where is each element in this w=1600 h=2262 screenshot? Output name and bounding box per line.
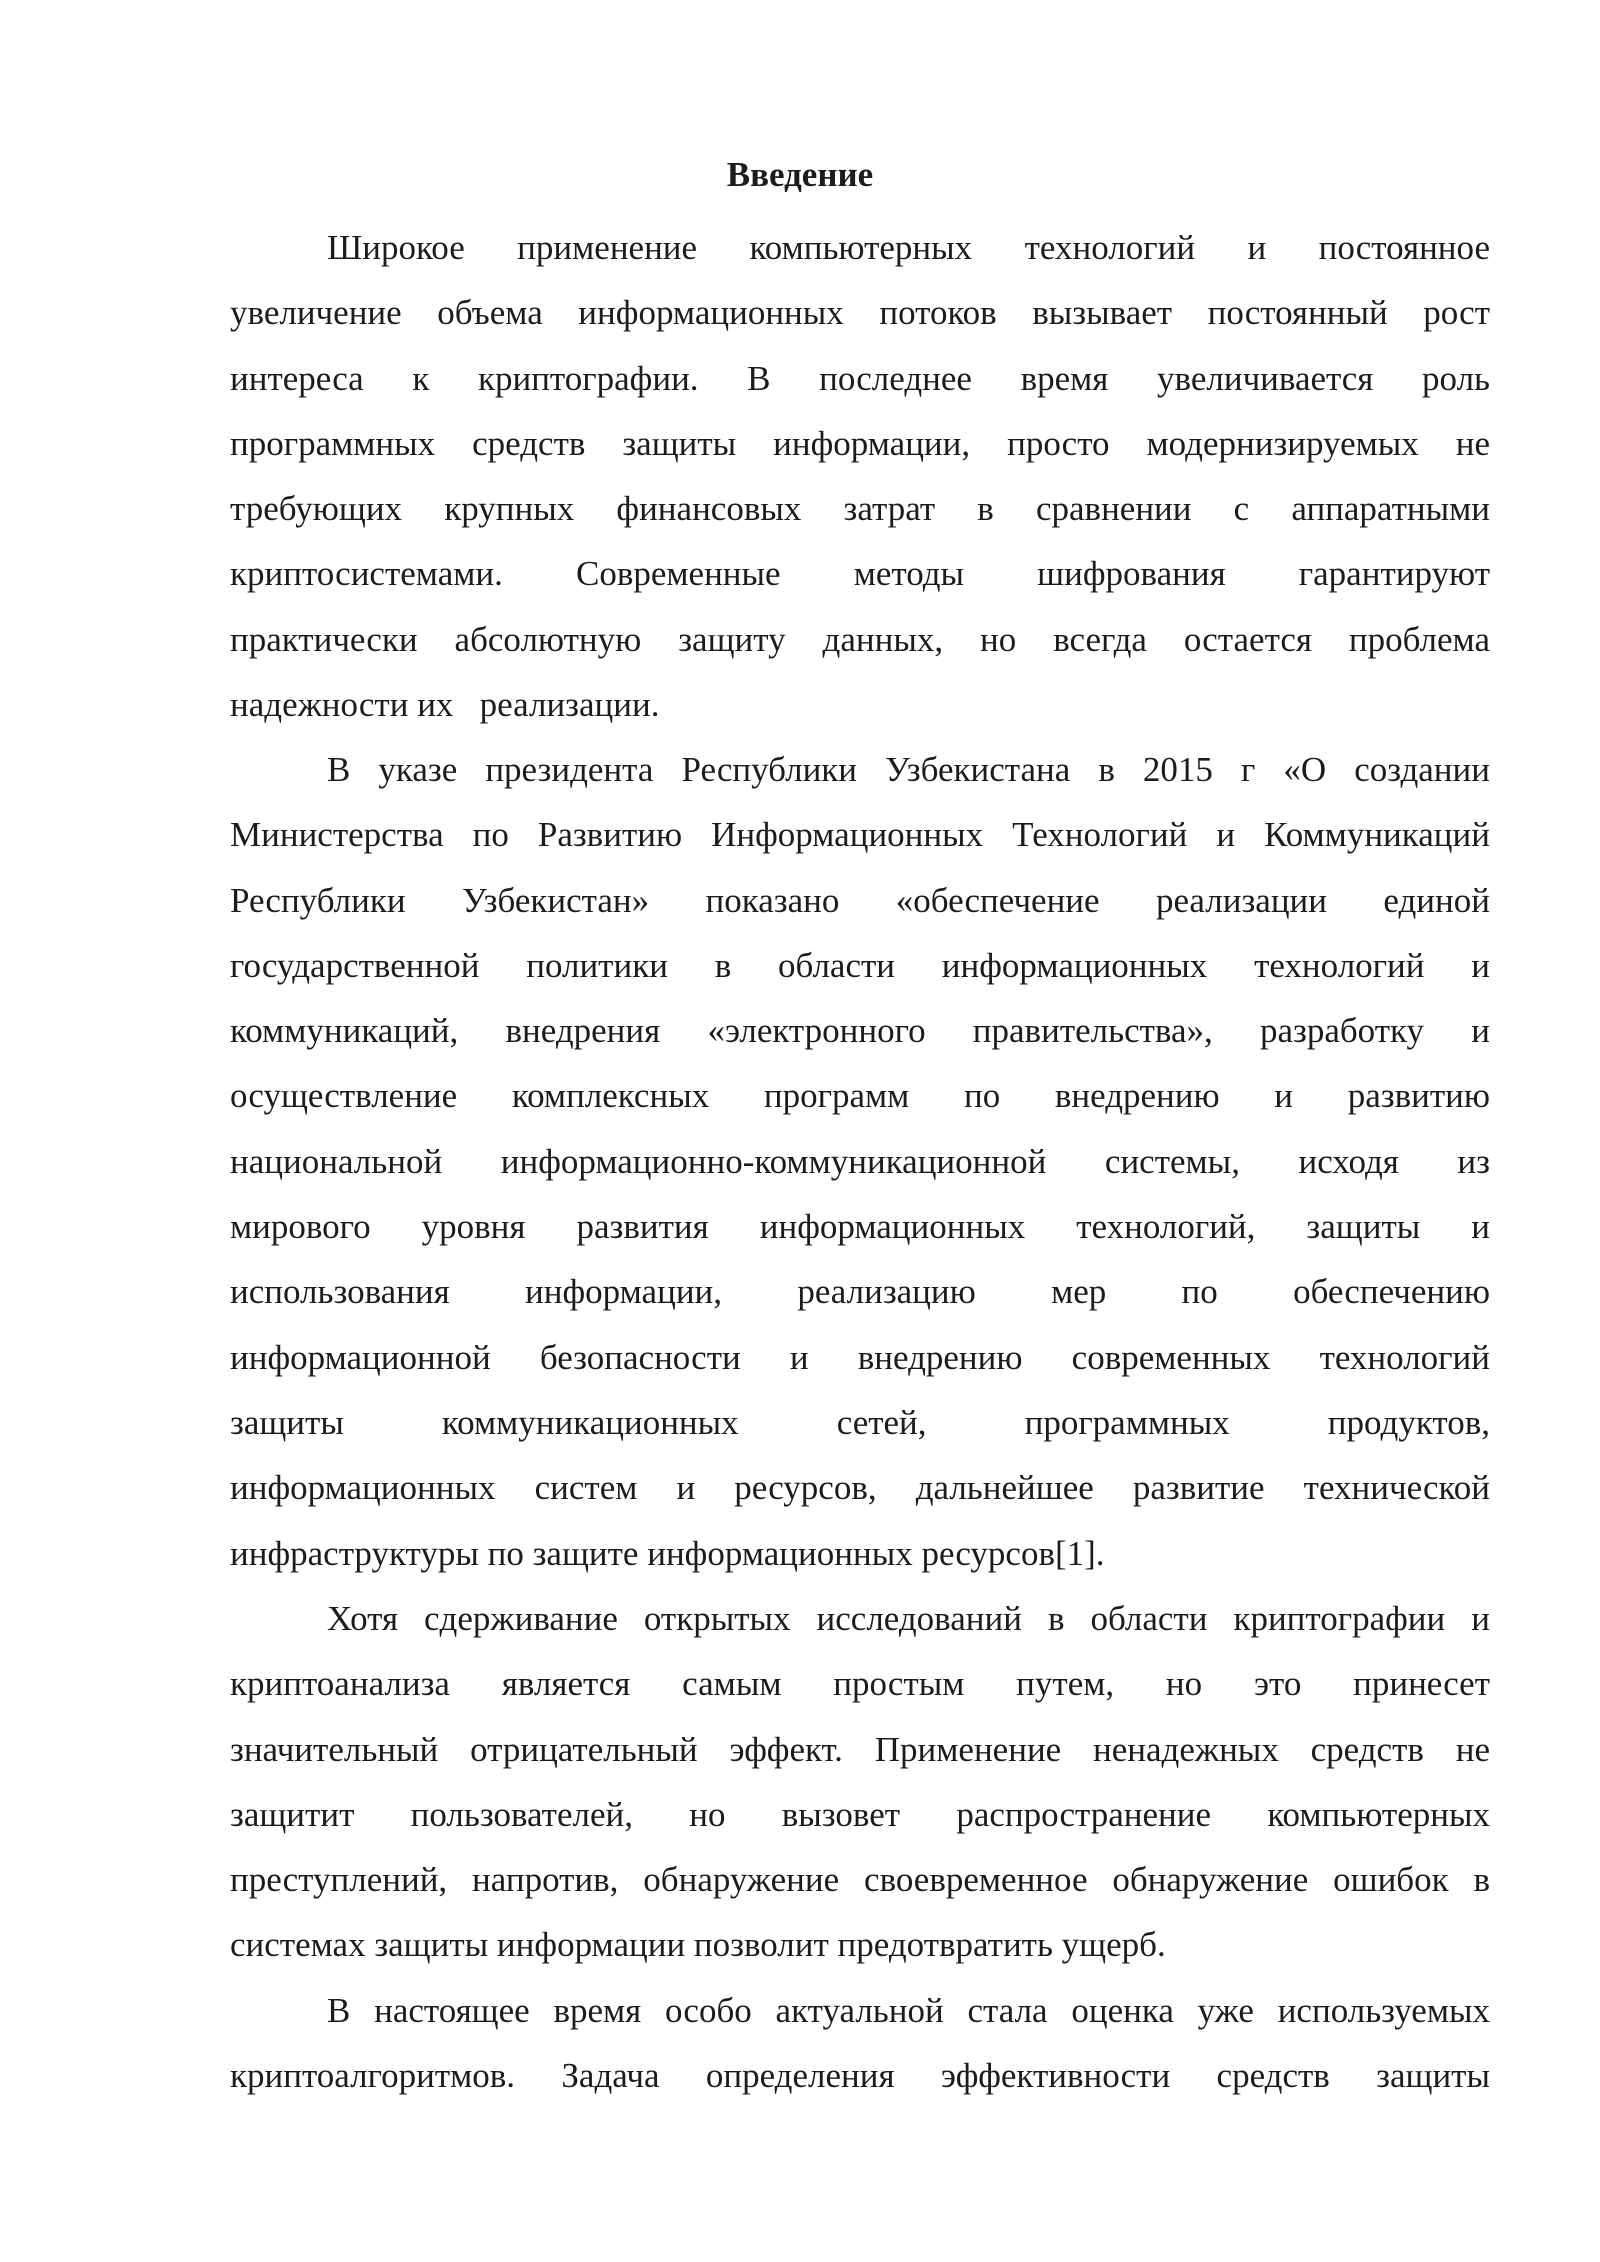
text-line: использования информации, реализацию мер по обеспечению: [230, 1272, 1490, 1312]
text-line: интереса к криптографии. В последнее время увеличивается роль: [230, 358, 1490, 398]
text-line: коммуникаций, внедрения «электронного правительства», разработку и: [230, 1011, 1490, 1051]
text-line: Республики Узбекистан» показано «обеспечение реализации единой: [230, 880, 1490, 920]
text-line: национальной информационно-коммуникационной системы, исходя из: [230, 1141, 1490, 1181]
text-line: государственной политики в области информационных технологий и: [230, 945, 1490, 985]
text-line: информационной безопасности и внедрению современных технологий: [230, 1337, 1490, 1377]
text-line: преступлений, напротив, обнаружение своевременное обнаружение ошибок в: [230, 1860, 1490, 1900]
text-line: требующих крупных финансовых затрат в сравнении с аппаратными: [230, 489, 1490, 529]
text-line: инфраструктуры по защите информационных ресурсов[1].: [230, 1533, 1105, 1573]
paragraph-3: [230, 1586, 1490, 1978]
text-line: надежности их реализации.: [230, 685, 660, 725]
text-line: практически абсолютную защиту данных, но всегда остается проблема: [230, 619, 1490, 659]
text-line: мирового уровня развития информационных технологий, защиты и: [230, 1207, 1490, 1247]
text-line: Широкое применение компьютерных технологий и постоянное: [327, 228, 1490, 267]
text-line: значительный отрицательный эффект. Применение ненадежных средств не: [230, 1729, 1490, 1769]
text-line: Министерства по Развитию Информационных Технологий и Коммуникаций: [230, 815, 1490, 855]
text-line: увеличение объема информационных потоков вызывает постоянный рост: [230, 293, 1490, 333]
paragraph-1: [230, 215, 1490, 737]
text-line: защиты коммуникационных сетей, программных продуктов,: [230, 1402, 1490, 1442]
text-line: осуществление комплексных программ по внедрению и развитию: [230, 1076, 1490, 1116]
text-line: системах защиты информации позволит предотвратить ущерб.: [230, 1925, 1166, 1965]
text-line: криптоанализа является самым простым путем, но это принесет: [230, 1664, 1490, 1704]
text-line: программных средств защиты информации, просто модернизируемых не: [230, 423, 1490, 463]
text-line: криптосистемами. Современные методы шифрования гарантируют: [230, 554, 1490, 594]
text-line: В указе президента Республики Узбекистана в 2015 г «О создании: [327, 750, 1490, 789]
text-line: защитит пользователей, но вызовет распространение компьютерных: [230, 1794, 1490, 1834]
text-line: Хотя сдерживание открытых исследований в области криптографии и: [327, 1599, 1490, 1638]
text-line: криптоалгоритмов. Задача определения эффективности средств защиты: [230, 2056, 1490, 2096]
paragraph-4: [230, 1978, 1490, 2109]
page-title: Введение: [726, 155, 874, 194]
text-line: В настоящее время особо актуальной стала оценка уже используемых: [327, 1991, 1490, 2030]
text-line: информационных систем и ресурсов, дальнейшее развитие технической: [230, 1468, 1490, 1508]
paragraph-2: [230, 737, 1490, 1586]
